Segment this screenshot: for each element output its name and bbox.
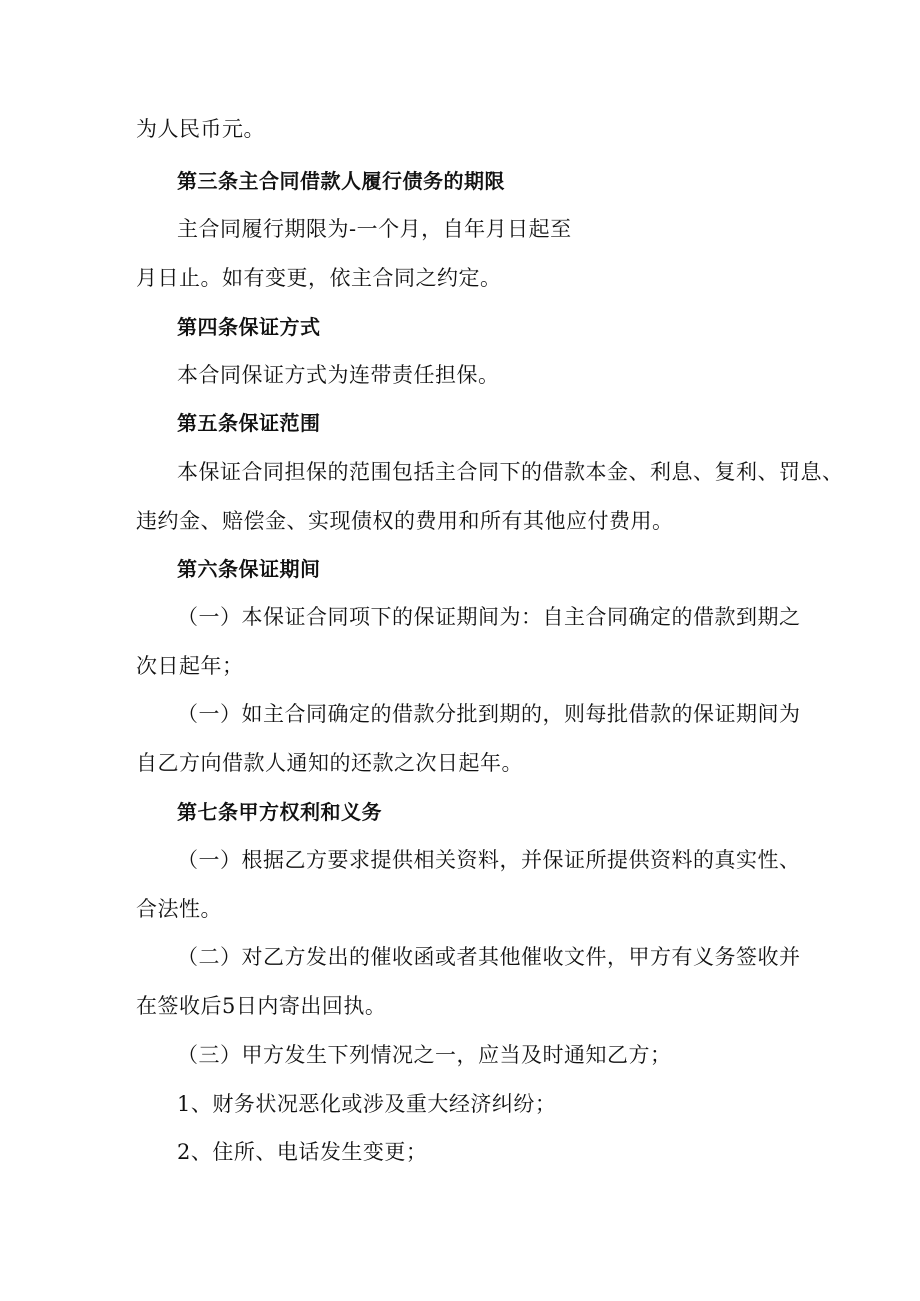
text-line: （二）对乙方发出的催收函或者其他催收文件，甲方有义务签收并 xyxy=(177,945,801,969)
text-line: 2、住所、电话发生变更； xyxy=(177,1140,428,1164)
article-4-heading: 第四条保证方式 xyxy=(177,315,321,339)
article-5-heading: 第五条保证范围 xyxy=(177,411,321,435)
text-line: 本合同保证方式为连带责任担保。 xyxy=(177,363,500,387)
article-6-heading: 第六条保证期间 xyxy=(177,557,321,581)
text-line: 为人民币元。 xyxy=(136,117,265,141)
text-line: 违约金、赔偿金、实现债权的费用和所有其他应付费用。 xyxy=(136,509,674,533)
text-line: 合法性。 xyxy=(136,897,222,921)
text-line: 主合同履行期限为-一个月，自年月日起至 xyxy=(177,217,572,241)
text-line: 月日止。如有变更，依主合同之约定。 xyxy=(136,266,502,290)
text-line: （一）本保证合同项下的保证期间为：自主合同确定的借款到期之 xyxy=(177,605,801,629)
text-line: 自乙方向借款人通知的还款之次日起年。 xyxy=(136,751,523,775)
text-line: 1、财务状况恶化或涉及重大经济纠纷； xyxy=(177,1092,557,1116)
text-line: （三）甲方发生下列情况之一，应当及时通知乙方； xyxy=(177,1043,672,1067)
text-line: 在签收后5日内寄出回执。 xyxy=(136,994,387,1018)
article-3-heading: 第三条主合同借款人履行债务的期限 xyxy=(177,169,505,193)
article-7-heading: 第七条甲方权利和义务 xyxy=(177,800,382,824)
text-line: （一）根据乙方要求提供相关资料，并保证所提供资料的真实性、 xyxy=(177,848,801,872)
text-line: （一）如主合同确定的借款分批到期的，则每批借款的保证期间为 xyxy=(177,702,801,726)
text-line: 次日起年； xyxy=(136,654,244,678)
text-line: 本保证合同担保的范围包括主合同下的借款本金、利息、复利、罚息、 xyxy=(177,460,844,484)
